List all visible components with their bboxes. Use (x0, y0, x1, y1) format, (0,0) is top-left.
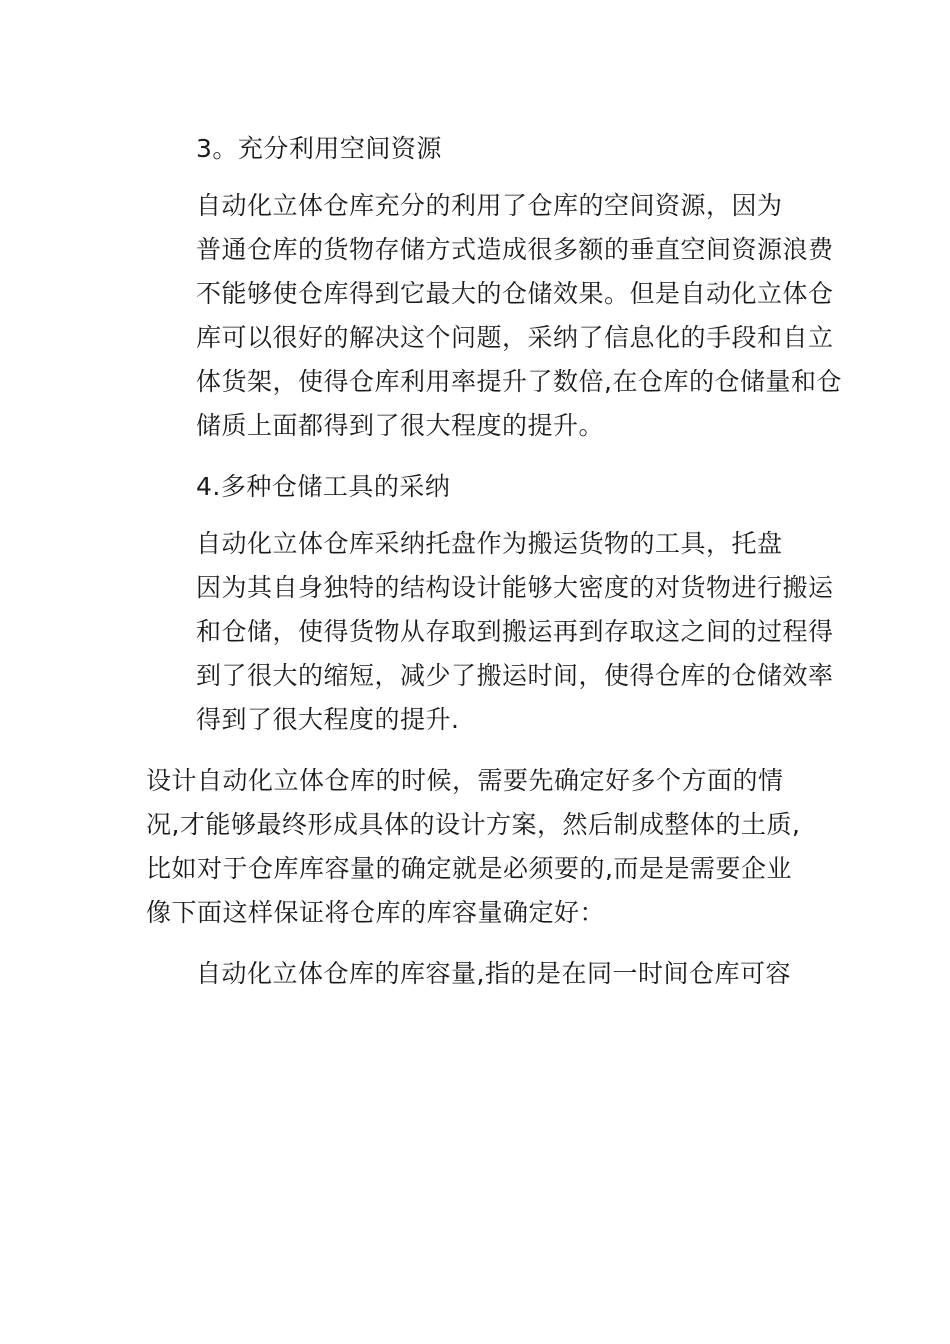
paragraph-line: 自动化立体仓库采纳托盘作为搬运货物的工具，托盘 (196, 529, 783, 558)
paragraph-line: 得到了很大程度的提升. (196, 705, 460, 734)
paragraph (146, 184, 842, 448)
paragraph-line: 像下面这样保证将仓库的库容量确定好： (146, 898, 606, 927)
paragraph (146, 952, 812, 996)
section-heading: 3。充分利用空间资源 (196, 134, 442, 163)
paragraph-line: 到了很大的缩短，减少了搬运时间，使得仓库的仓储效率 (196, 661, 834, 690)
paragraph-line: 普通仓库的货物存储方式造成很多额的垂直空间资源浪费 (196, 235, 834, 264)
paragraph-line: 库可以很好的解决这个问题，采纳了信息化的手段和自立 (196, 323, 834, 352)
paragraph-line: 不能够使仓库得到它最大的仓储效果。但是自动化立体仓 (196, 279, 834, 308)
paragraph-line: 储质上面都得到了很大程度的提升。 (196, 411, 605, 440)
paragraph (146, 759, 812, 935)
paragraph-line: 自动化立体仓库的库容量,指的是在同一时间仓库可容 (196, 959, 791, 988)
paragraph-line: 况,才能够最终形成具体的设计方案，然后制成整体的土质, (146, 810, 801, 839)
paragraph-line: 体货架，使得仓库利用率提升了数倍,在仓库的仓储量和仓 (196, 367, 842, 396)
document-body (146, 127, 842, 1013)
paragraph-line: 比如对于仓库库容量的确定就是必须要的,而是是需要企业 (146, 854, 792, 883)
paragraph (146, 522, 834, 742)
paragraph-line: 因为其自身独特的结构设计能够大密度的对货物进行搬运 (196, 573, 834, 602)
section-heading: 4.多种仓储工具的采纳 (196, 472, 451, 501)
paragraph-line: 自动化立体仓库充分的利用了仓库的空间资源，因为 (196, 191, 783, 220)
paragraph-line: 和仓储，使得货物从存取到搬运再到存取这之间的过程得 (196, 617, 834, 646)
paragraph-line: 设计自动化立体仓库的时候，需要先确定好多个方面的情 (146, 766, 784, 795)
